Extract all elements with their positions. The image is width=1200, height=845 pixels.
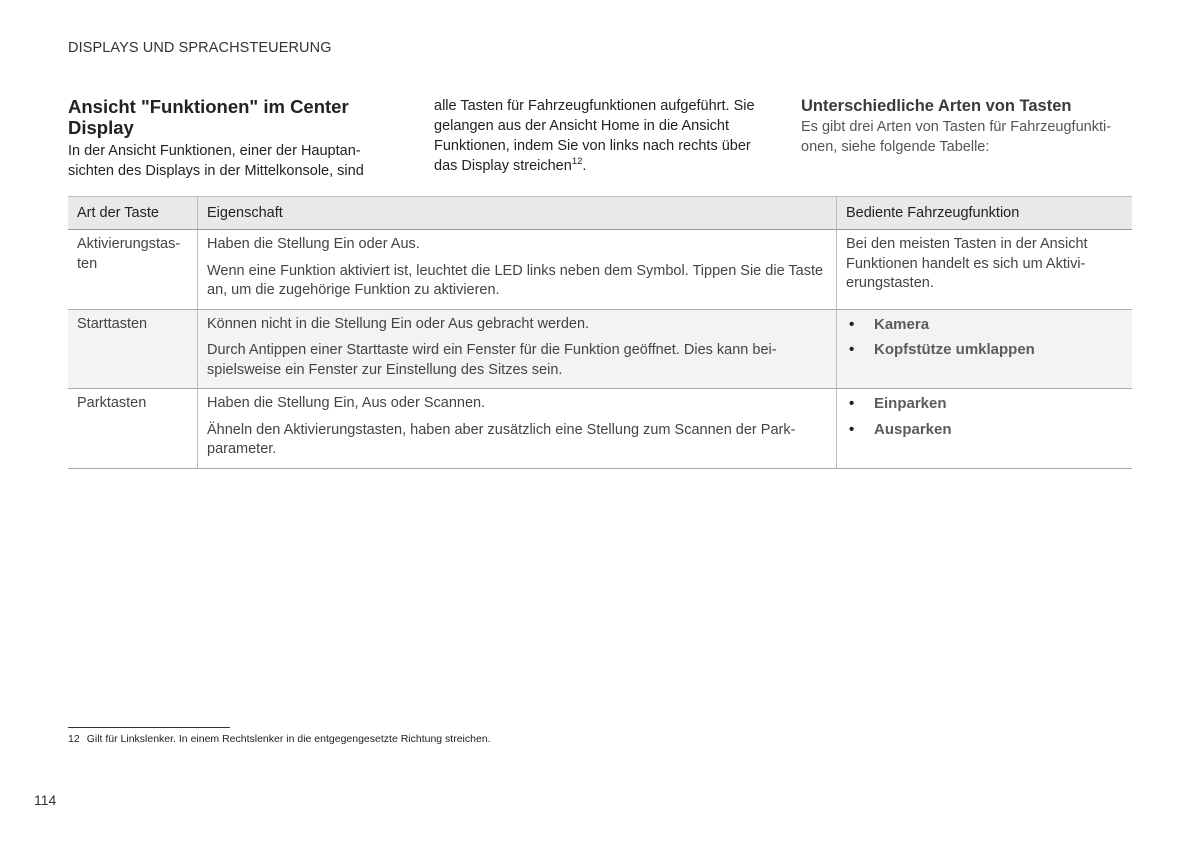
cell-properties (198, 230, 837, 310)
cell-function: Bei den meisten Tasten in der Ansicht Funktionen handelt es sich um Aktivierungstasten. (837, 230, 1133, 310)
column-3 (801, 96, 1136, 157)
function-link-kopfstuetze[interactable]: Kopfstütze umklappen (874, 341, 1035, 358)
footnote-text: Gilt für Linkslenker. In einem Rechtslenker in die entgegengesetzte Richtung streichen. (86, 733, 491, 745)
cell-properties (198, 309, 837, 389)
cell-function (837, 309, 1133, 389)
button-types-table (68, 196, 1132, 469)
column-header-function: Bediente Fahrzeugfunktion (837, 197, 1133, 230)
bullet-icon: • (849, 341, 855, 358)
function-link-ausparken[interactable]: Ausparken (874, 420, 952, 438)
table-row (68, 230, 1132, 310)
list-item (846, 394, 1123, 414)
cell-function (837, 389, 1133, 469)
list-item (846, 420, 1123, 440)
table-row (68, 389, 1132, 469)
footnote-reference[interactable]: 12 (571, 156, 583, 168)
subsection-paragraph: Es gibt drei Arten von Tasten für Fahrzeugfunktionen, siehe folgende Tabelle: (801, 119, 1112, 155)
bullet-icon: • (849, 395, 855, 412)
footnote-number: 12 (68, 733, 80, 745)
column-header-property: Eigenschaft (198, 197, 837, 230)
footnote (68, 733, 491, 745)
function-list (846, 394, 1123, 439)
cell-button-type: Starttasten (68, 309, 198, 389)
function-link-einparken[interactable]: Einparken (874, 395, 947, 412)
bullet-icon: • (849, 315, 855, 333)
column-2 (434, 96, 764, 176)
section-paragraph-part2 (434, 96, 764, 176)
property-line: Haben die Stellung Ein, Aus oder Scannen. (207, 395, 486, 411)
table-header-row (68, 197, 1132, 230)
cell-button-type: Aktivierungstasten (68, 230, 198, 310)
section-title: Ansicht "Funktionen" im Center Display (68, 96, 349, 138)
subsection-title: Unterschiedliche Arten von Tasten (801, 97, 1072, 115)
section-paragraph-part2-end: . (582, 158, 587, 174)
list-item (846, 340, 1123, 360)
cell-properties (198, 389, 837, 469)
page-number: 114 (34, 792, 57, 808)
section-paragraph-part1: In der Ansicht Funktionen, einer der Hauptansichten des Displays in der Mittelkonsole, sind (68, 143, 364, 179)
list-item (846, 315, 1123, 335)
property-line: Haben die Stellung Ein oder Aus. (207, 236, 420, 252)
property-line: Können nicht in die Stellung Ein oder Aus gebracht werden. (207, 315, 590, 332)
property-line: Durch Antippen einer Starttaste wird ein Fenster für die Funktion geöffnet. Dies kann beispielsweise ein Fenster zur Einstellung des Sitzes sein. (207, 342, 777, 378)
section-paragraph-part2-text: alle Tasten für Fahrzeugfunktionen aufgeführt. Sie gelangen aus der Ansicht Home in die Ansicht Funktionen, indem Sie von links nach rechts über das Display streichen (434, 98, 755, 174)
column-1 (68, 96, 393, 181)
footnote-divider (68, 727, 230, 728)
running-header: DISPLAYS UND SPRACHSTEUERUNG (68, 40, 332, 56)
cell-button-type: Parktasten (68, 389, 198, 469)
function-list (846, 315, 1123, 360)
column-header-type: Art der Taste (68, 197, 198, 230)
property-line: Ähneln den Aktivierungstasten, haben aber zusätzlich eine Stellung zum Scannen der Parkparameter. (207, 421, 796, 457)
function-link-kamera[interactable]: Kamera (874, 315, 930, 333)
property-line: Wenn eine Funktion aktiviert ist, leuchtet die LED links neben dem Symbol. Tippen Sie die Taste an, um die zugehörige Funktion zu aktivieren. (207, 262, 824, 298)
bullet-icon: • (849, 420, 855, 438)
table-row (68, 309, 1132, 389)
